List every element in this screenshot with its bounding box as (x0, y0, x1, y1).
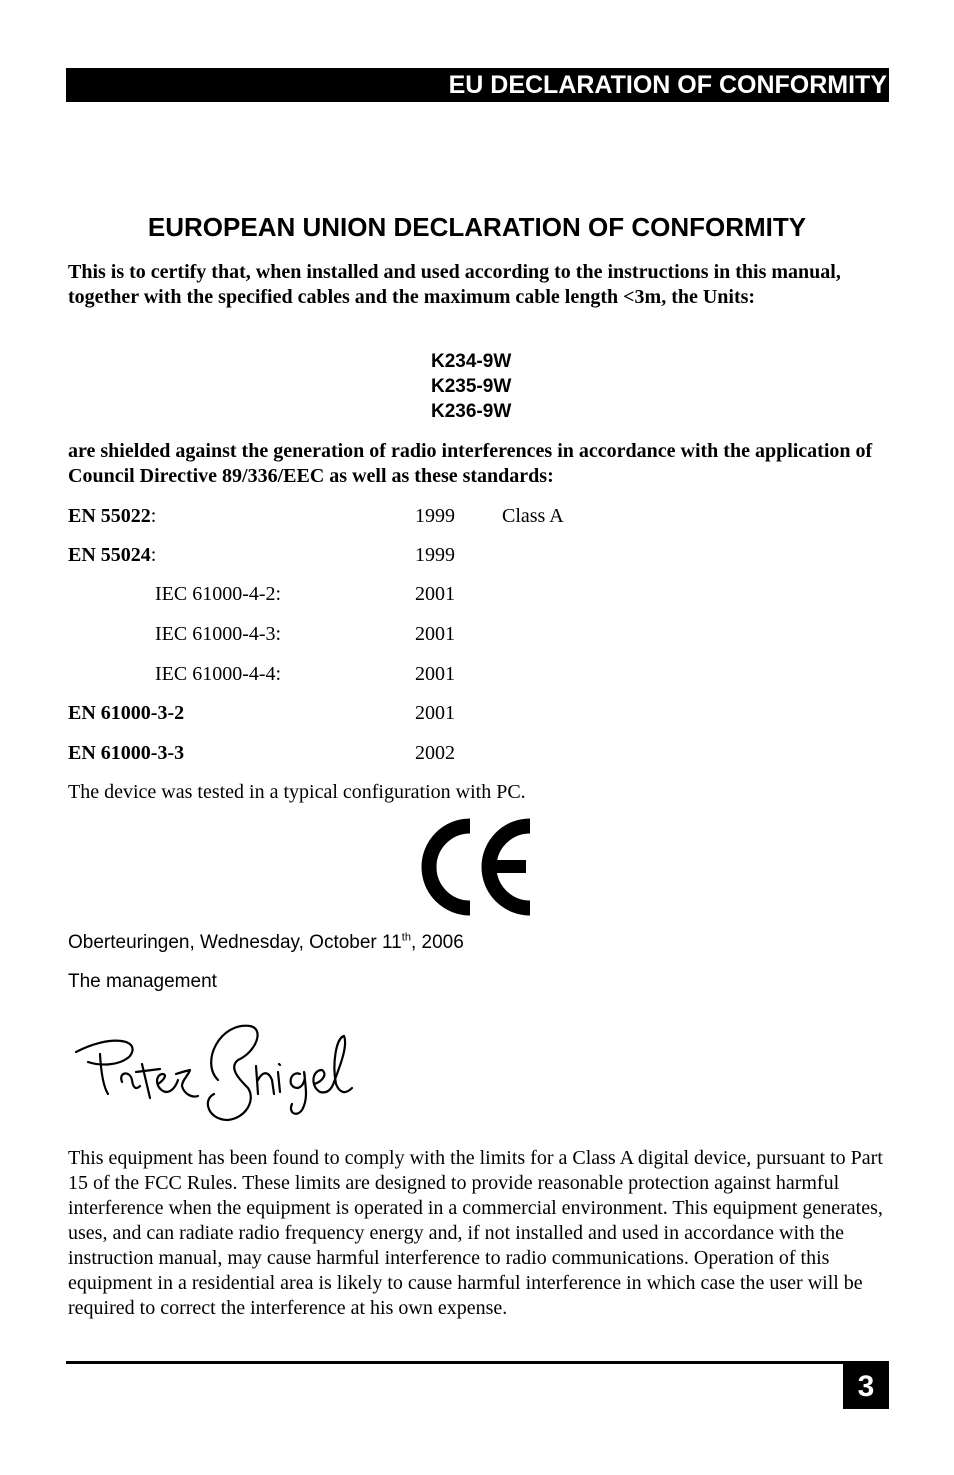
standard-row (0, 582, 954, 606)
standard-name: EN 55022: (68, 505, 157, 527)
standard-name: IEC 61000-4-4: (155, 663, 282, 685)
handwritten-signature (70, 1014, 360, 1126)
document-heading: EUROPEAN UNION DECLARATION OF CONFORMITY (147, 212, 807, 242)
standard-year: 2001 (415, 702, 455, 724)
standard-row (0, 622, 954, 646)
standard-row (0, 701, 954, 725)
standard-name: EN 55024: (68, 544, 157, 566)
place-and-date: Oberteuringen, Wednesday, October 11th, 2006 (68, 931, 464, 953)
certification-intro: This is to certify that, when installed and used according to the instructions in this manual, together with the specified cables and the maximum cable length <3m, the Units: (68, 261, 841, 308)
signatory-label: The management (68, 971, 217, 992)
standard-row (0, 662, 954, 686)
standard-year: 2002 (415, 742, 455, 764)
unit-model: K235-9W (431, 376, 512, 397)
standard-row (0, 543, 954, 567)
page-header-bar (66, 68, 889, 102)
standard-year: 2001 (415, 583, 455, 605)
page-number: 3 (843, 1364, 889, 1409)
standard-year: 2001 (415, 663, 455, 685)
shielding-statement: are shielded against the generation of radio interferences in accordance with the application of Council Directive 89/336/EEC as well as these standards: (68, 440, 873, 487)
unit-model: K234-9W (431, 351, 512, 372)
standard-year: 1999 (415, 505, 455, 527)
page-header-title: EU DECLARATION OF CONFORMITY (448, 71, 887, 99)
standard-year: 2001 (415, 623, 455, 645)
unit-model: K236-9W (431, 401, 512, 422)
standard-row (0, 741, 954, 765)
standard-year: 1999 (415, 544, 455, 566)
footer-divider (66, 1361, 889, 1364)
standard-name: IEC 61000-4-3: (155, 623, 282, 645)
standard-name: EN 61000-3-2 (68, 702, 185, 724)
standard-name: EN 61000-3-3 (68, 742, 185, 764)
standard-row (0, 504, 954, 528)
test-configuration-note: The device was tested in a typical configuration with PC. (68, 781, 526, 803)
standard-class: Class A (502, 505, 564, 527)
standard-name: IEC 61000-4-2: (155, 583, 282, 605)
ce-mark-logo (420, 816, 534, 918)
fcc-compliance-statement: This equipment has been found to comply with the limits for a Class A digital device, pursuant to Part 15 of the FCC Rules. These limits are designed to provide reasonable protection against harmful interference when the equipment is operated in a commercial environment. This equipment generates, uses, and can radiate radio frequency energy and, if not installed and used in accordance with the instruction manual, may cause harmful interference to radio communications. Operation of this equipment in a residential area is likely to cause harmful interference in which case the user will be required to correct the interference at his own expense. (68, 1147, 883, 1319)
